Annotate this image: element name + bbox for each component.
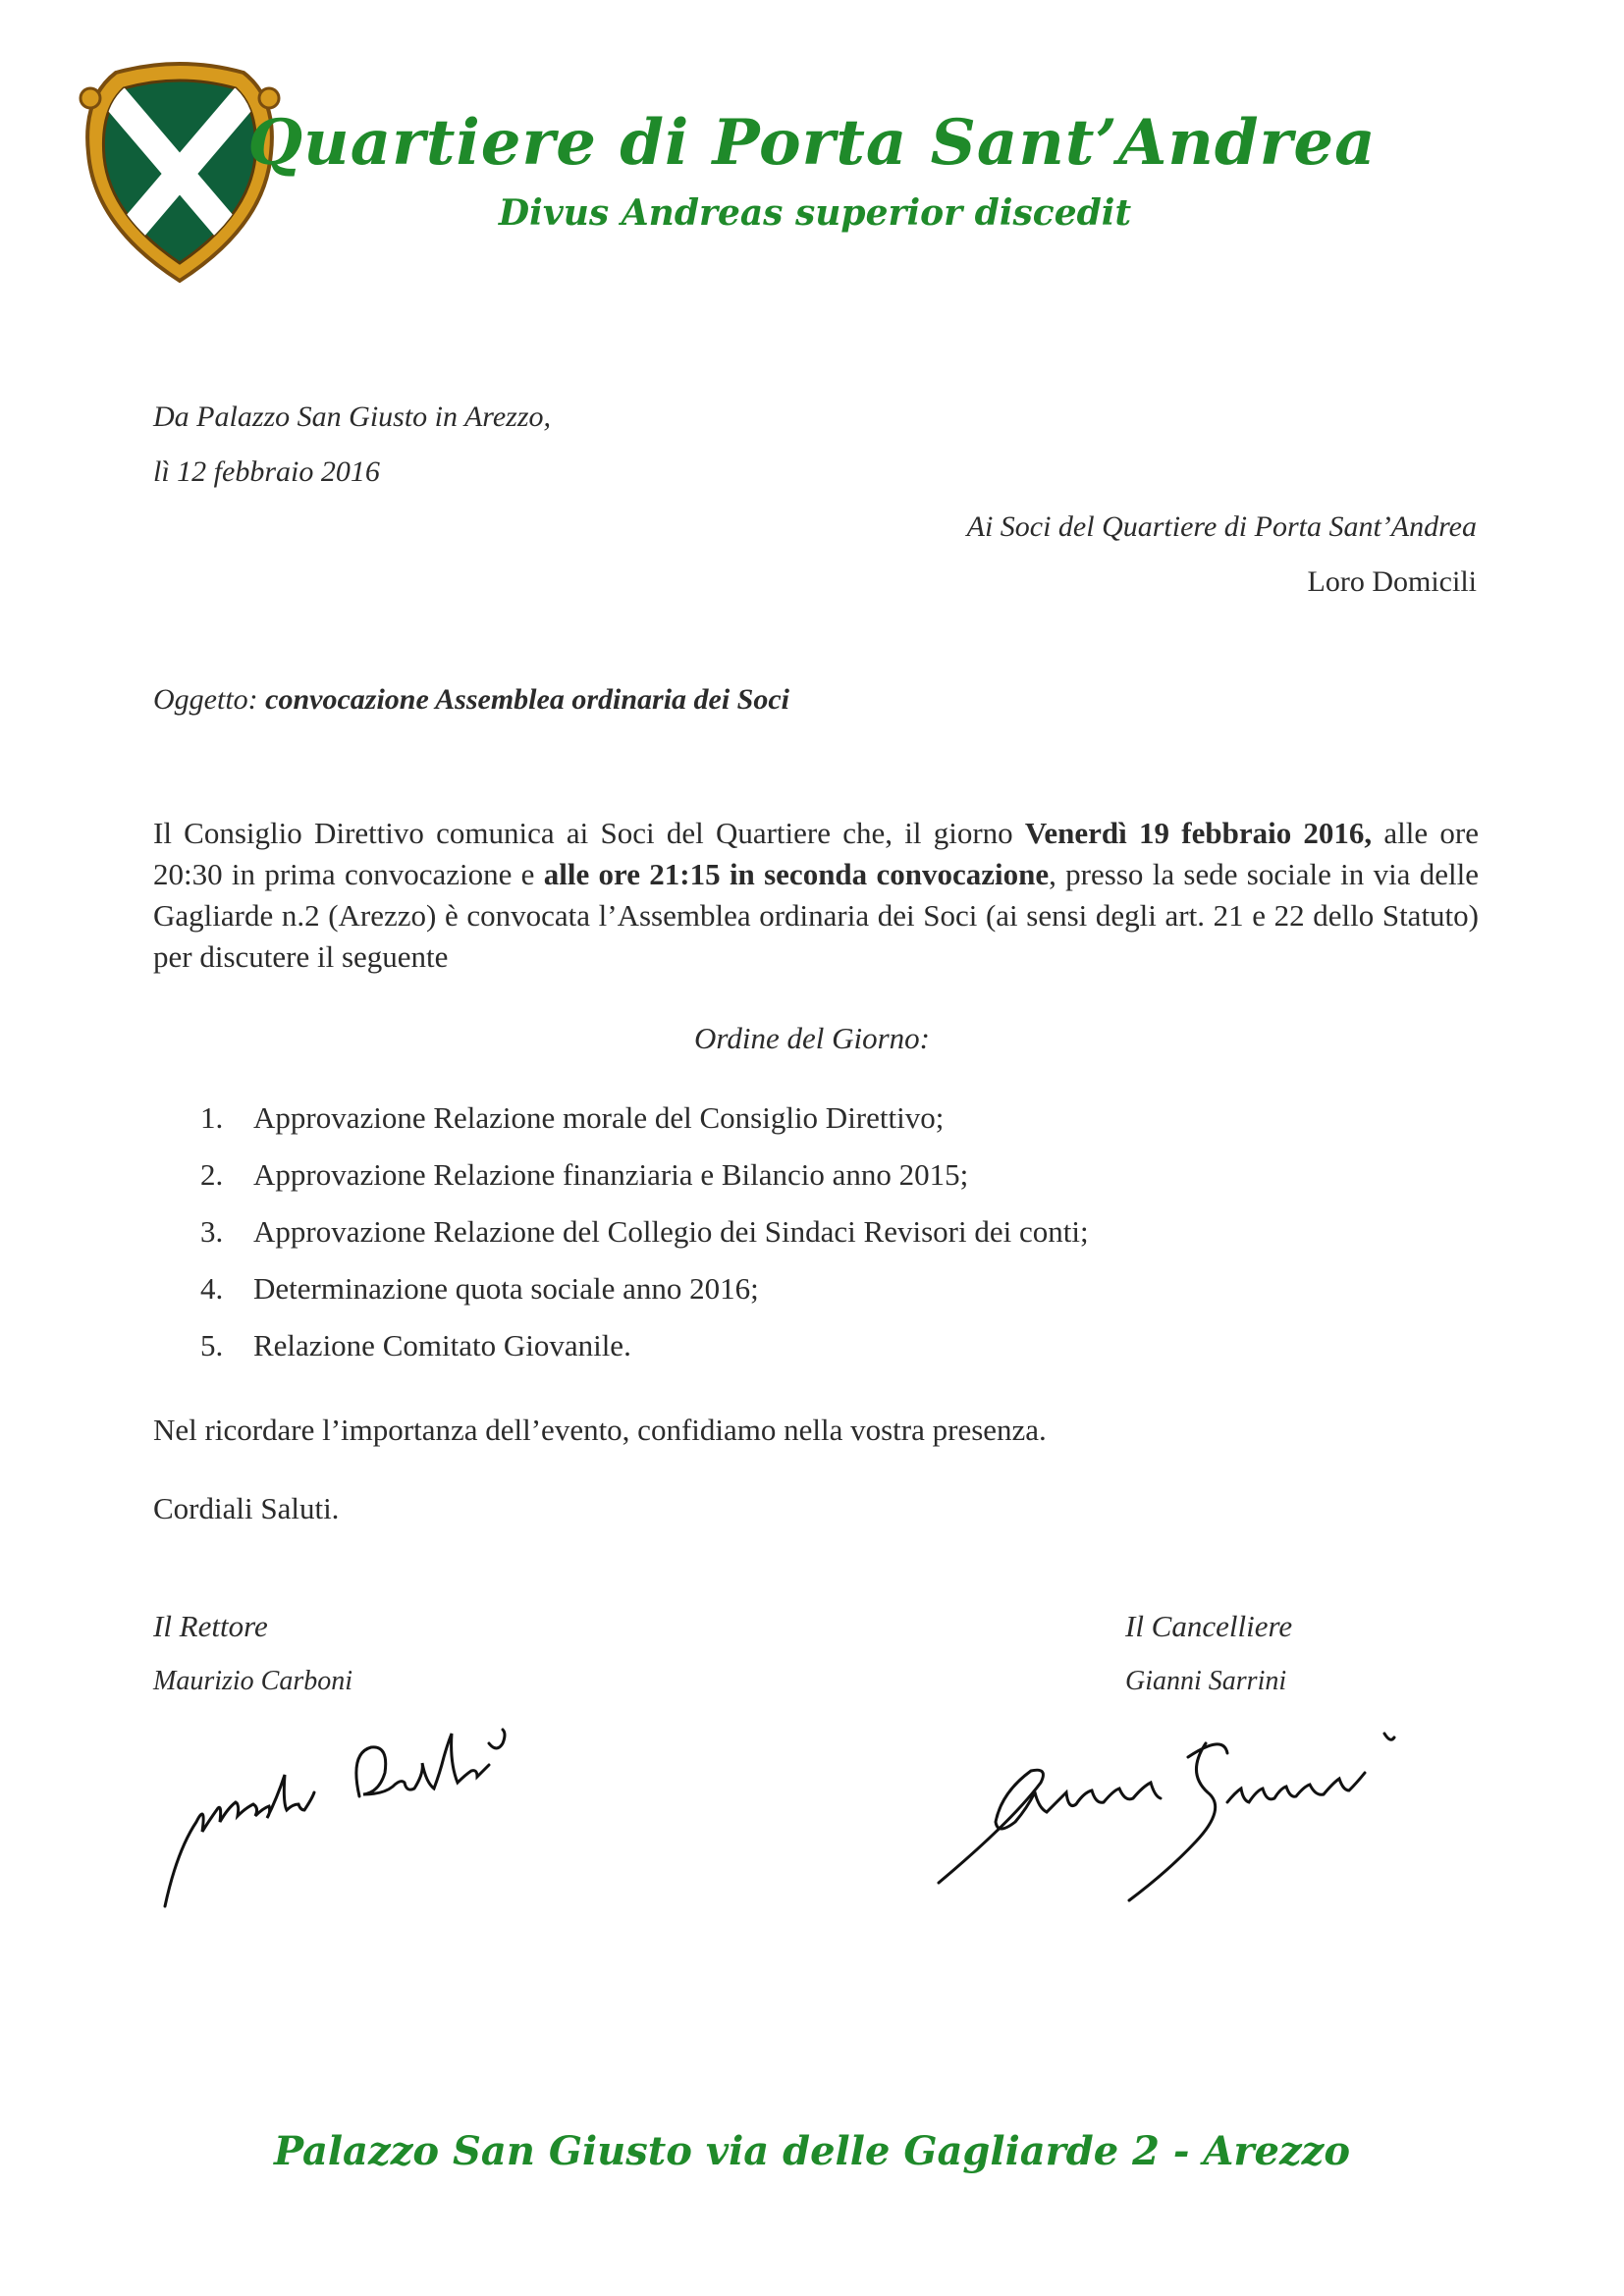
signature-right-name: Gianni Sarrini	[1125, 1666, 1287, 1696]
list-item	[200, 1154, 1089, 1211]
agenda-list	[200, 1097, 1089, 1382]
closing-sentence: Nel ricordare l’importanza dell’evento, confidiamo nella vostra presenza.	[153, 1413, 1047, 1447]
place-line: Da Palazzo San Giusto in Arezzo,	[153, 400, 552, 433]
list-item-number: 2.	[200, 1157, 224, 1192]
signature-right-handwriting	[933, 1714, 1424, 1910]
list-item-number: 5.	[200, 1328, 224, 1362]
signature-left-role: Il Rettore	[153, 1609, 268, 1643]
letterhead-title: Quartiere di Porta Sant’Andrea	[247, 106, 1377, 180]
list-item-text: Approvazione Relazione finanziaria e Bilancio anno 2015;	[253, 1157, 969, 1192]
list-item-text: Relazione Comitato Giovanile.	[253, 1328, 631, 1362]
body-date: Venerdì 19 febbraio 2016,	[1024, 816, 1373, 850]
body-part-3: , presso la sede sociale in via delle Gagliarde n.2 (Arezzo) è convocata l’Assemblea ordinaria dei Soci (ai sensi degli art. 21 e 22 dello Statuto) per discutere il seguente	[153, 857, 1479, 974]
greeting: Cordiali Saluti.	[153, 1491, 340, 1525]
body-part-1: Il Consiglio Direttivo comunica ai Soci del Quartiere che, il giorno	[153, 816, 1025, 850]
list-item	[200, 1211, 1089, 1268]
date-line: lì 12 febbraio 2016	[153, 455, 380, 488]
list-item	[200, 1268, 1089, 1325]
list-item-number: 3.	[200, 1214, 224, 1249]
list-item	[200, 1097, 1089, 1154]
footer-address: Palazzo San Giusto via delle Gagliarde 2 - Arezzo	[273, 2128, 1351, 2174]
agenda-heading: Ordine del Giorno:	[694, 1021, 930, 1055]
body-paragraph	[153, 813, 1479, 978]
signature-left-handwriting	[157, 1714, 589, 1910]
recipient-line-2: Loro Domicili	[1307, 565, 1477, 598]
subject-text: convocazione Assemblea ordinaria dei Soci	[265, 683, 790, 716]
list-item-number: 4.	[200, 1271, 224, 1306]
list-item-text: Determinazione quota sociale anno 2016;	[253, 1271, 759, 1306]
recipient-line-1: Ai Soci del Quartiere di Porta Sant’Andrea	[966, 510, 1477, 543]
list-item-text: Approvazione Relazione del Collegio dei Sindaci Revisori dei conti;	[253, 1214, 1089, 1249]
signature-right-role: Il Cancelliere	[1125, 1609, 1293, 1643]
body-part-2: alle ore 20:30 in prima convocazione e	[153, 816, 1479, 891]
subject-label: Oggetto:	[153, 683, 258, 716]
subject-line	[153, 679, 789, 721]
list-item-number: 1.	[200, 1100, 224, 1135]
signature-left-name: Maurizio Carboni	[153, 1666, 353, 1696]
body-second-call: alle ore 21:15 in seconda convocazione	[543, 857, 1050, 891]
letterhead-motto: Divus Andreas superior discedit	[498, 192, 1132, 234]
list-item-text: Approvazione Relazione morale del Consiglio Direttivo;	[253, 1100, 945, 1135]
list-item	[200, 1325, 1089, 1382]
